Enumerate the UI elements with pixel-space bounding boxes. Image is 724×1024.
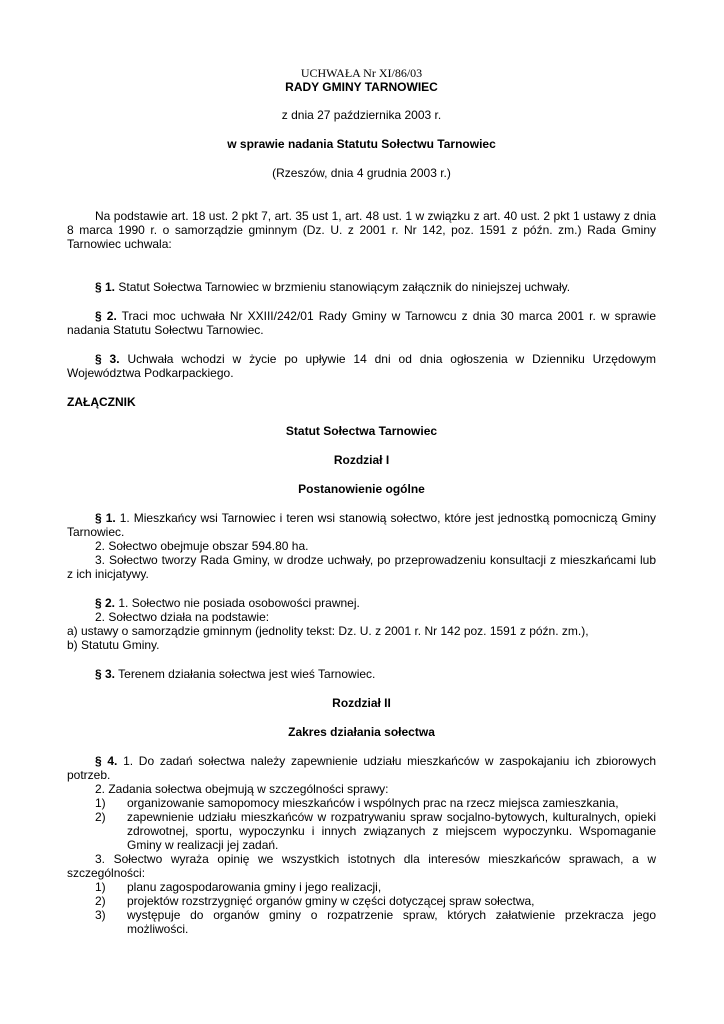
resolution-paragraph-1: § 1. Statut Sołectwa Tarnowiec w brzmieniu stanowiącym załącznik do niniejszej uchwały. [95, 280, 571, 294]
resolution-number: UCHWAŁA Nr XI/86/03 [300, 66, 423, 80]
section-4-point-3: 3. Sołectwo wyraża opinię we wszystkich istotnych dla interesów mieszkańców sprawach, a w szczególności: [67, 852, 656, 880]
preamble: Na podstawie art. 18 ust. 2 pkt 7, art. 35 ust 1, art. 48 ust. 1 w związku z art. 40 ust. 2 pkt 1 ustawy z dnia 8 marca 1990 r. o samorządzie gminnym (Dz. U. z 2001 r. Nr 142, poz. 1591 z późn. zm.) Rada Gminy Tarnowiec uchwala: [67, 209, 656, 251]
chapter-2-title: Zakres działania sołectwa [288, 725, 435, 739]
section-2-item-b: b) Statutu Gminy. [67, 638, 160, 652]
council-name: RADY GMINY TARNOWIEC [285, 80, 438, 94]
section-4-point-3-item-1: 1) planu zagospodarowania gminy i jego realizacji, [95, 880, 382, 894]
section-2-point-1: § 2. 1. Sołectwo nie posiada osobowości prawnej. [95, 596, 360, 610]
section-4-point-2-item-1: 1) organizowanie samopomocy mieszkańców i wspólnych prac na rzecz miejsca zamieszkania, [95, 796, 619, 810]
resolution-paragraph-3: § 3. Uchwała wchodzi w życie po upływie 14 dni od dnia ogłoszenia w Dzienniku Urzędowym Województwa Podkarpackiego. [67, 352, 656, 380]
section-1-point-1: § 1. 1. Mieszkańcy wsi Tarnowiec i teren wsi stanowią sołectwo, które jest jednostką pomocniczą Gminy Tarnowiec. [67, 511, 656, 539]
section-4-point-2-item-2: 2) zapewnienie udziału mieszkańców w rozpatrywaniu spraw socjalno-bytowych, kulturalnych, opieki zdrowotnej, sportu, wypoczynku i innych związanych z miejscem wypoczynku. Wspomaganie Gminy w realizacji jej zadań. [95, 810, 656, 852]
chapter-2-label: Rozdział II [332, 696, 391, 710]
section-4-point-3-item-3: 3) występuje do organów gminy o rozpatrzenie spraw, których załatwienie przekracza jego możliwości. [95, 908, 656, 936]
section-4-point-2: 2. Zadania sołectwa obejmują w szczególności sprawy: [95, 782, 389, 796]
section-3: § 3. Terenem działania sołectwa jest wieś Tarnowiec. [95, 667, 376, 681]
publication-note: (Rzeszów, dnia 4 grudnia 2003 r.) [272, 166, 451, 180]
section-1-point-2: 2. Sołectwo obejmuje obszar 594.80 ha. [95, 539, 309, 553]
section-2-item-a: a) ustawy o samorządzie gminnym (jednolity tekst: Dz. U. z 2001 r. Nr 142 poz. 1591 z późn. zm.), [67, 624, 589, 638]
section-4-point-1: § 4. 1. Do zadań sołectwa należy zapewnienie udziału mieszkańców w zaspokajaniu ich zbiorowych potrzeb. [67, 754, 657, 782]
chapter-1-label: Rozdział I [333, 453, 390, 467]
section-1-point-3: 3. Sołectwo tworzy Rada Gminy, w drodze uchwały, po przeprowadzeniu konsultacji z mieszkańcami lub z ich inicjatywy. [67, 553, 656, 581]
resolution-subject: w sprawie nadania Statutu Sołectwu Tarnowiec [227, 137, 496, 151]
section-4-point-3-item-2: 2) projektów rozstrzygnięć organów gminy w części dotyczącej spraw sołectwa, [95, 894, 535, 908]
chapter-1-title: Postanowienie ogólne [298, 482, 425, 496]
resolution-paragraph-2: § 2. Traci moc uchwała Nr XXIII/242/01 Rady Gminy w Tarnowcu z dnia 30 marca 2001 r. w sprawie nadania Statutu Sołectwu Tarnowiec. [67, 309, 656, 337]
resolution-date: z dnia 27 października 2003 r. [281, 108, 442, 122]
annex-label: ZAŁĄCZNIK [67, 395, 136, 409]
section-2-point-2: 2. Sołectwo działa na podstawie: [95, 610, 270, 624]
statute-title: Statut Sołectwa Tarnowiec [285, 424, 438, 438]
document-page [67, 66, 656, 936]
